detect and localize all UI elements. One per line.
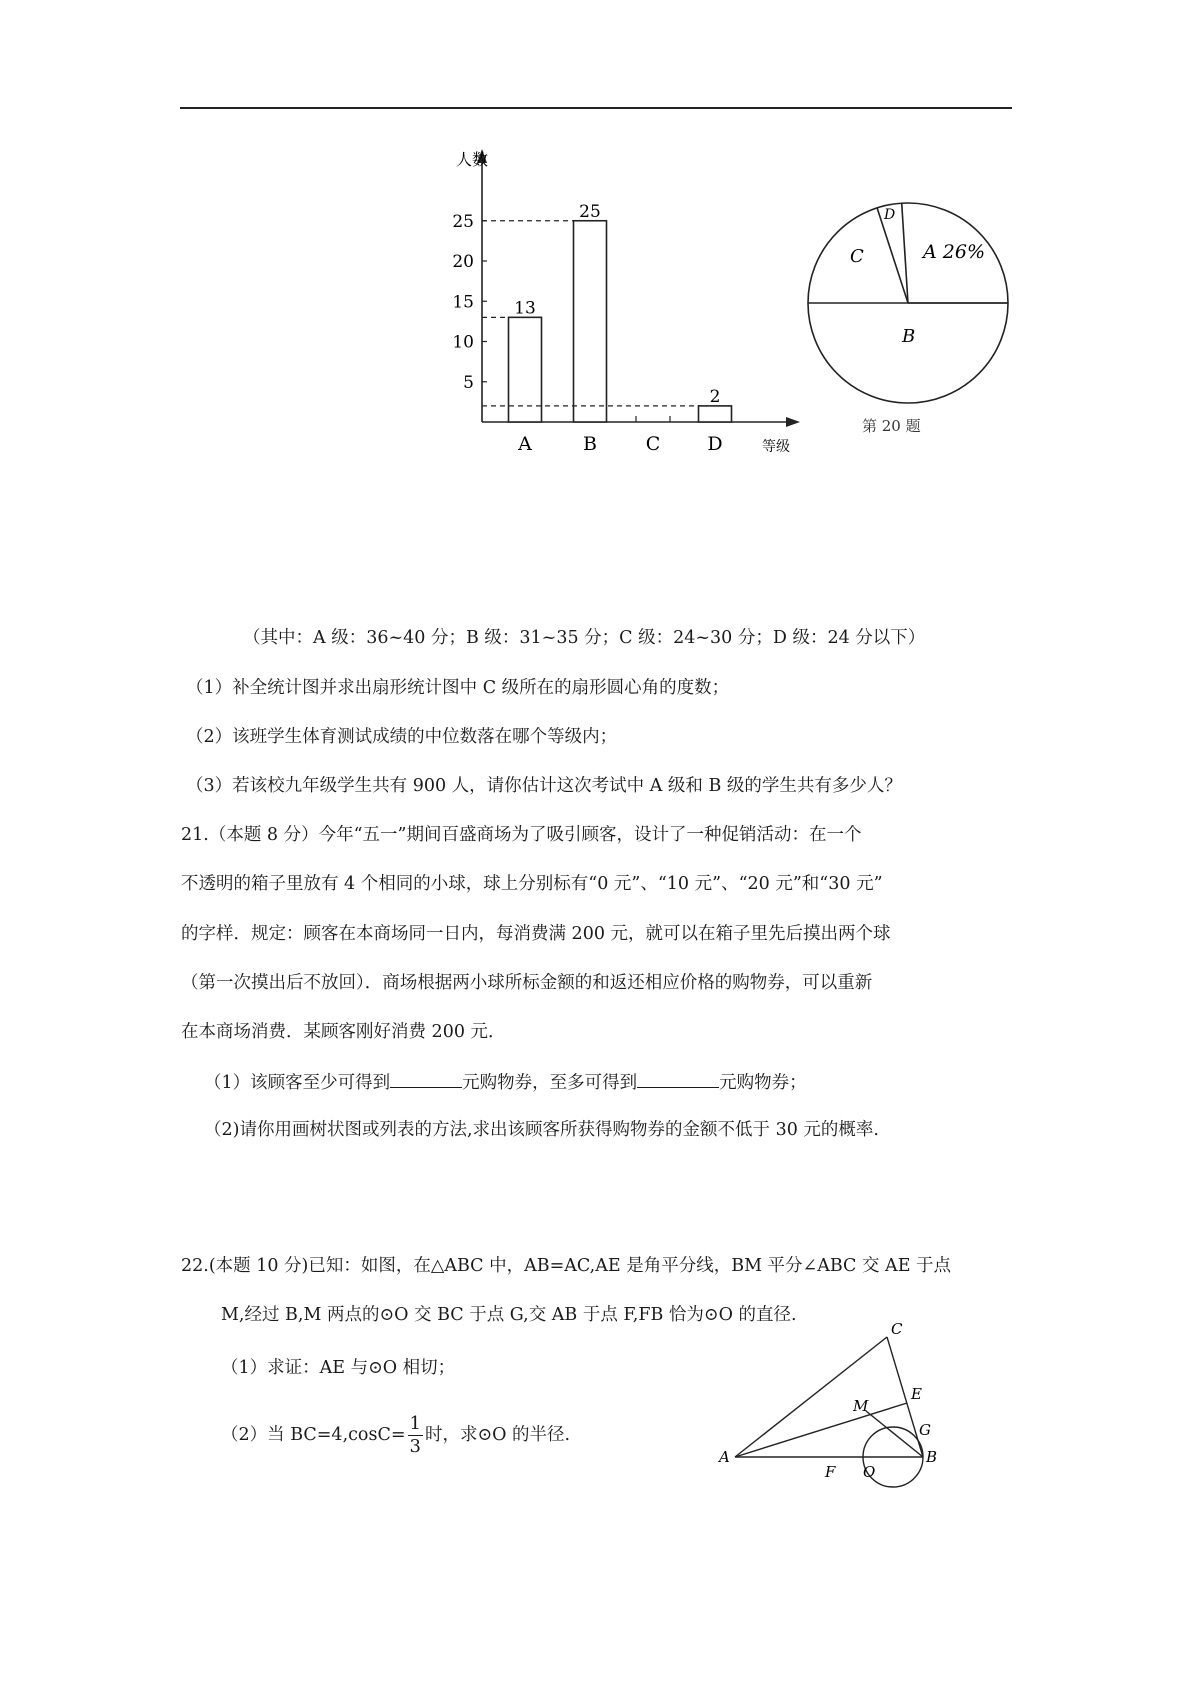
- q21-line4: （第一次摸出后不放回）．商场根据两小球所标金额的和返还相应价格的购物券，可以重新: [181, 973, 873, 993]
- pie-label-d: D: [884, 207, 896, 223]
- q20-sub3: （3）若该校九年级学生共有 900 人，请你估计这次考试中 A 级和 B 级的学生共有多少人？: [186, 776, 902, 796]
- q21-line2: 不透明的箱子里放有 4 个相同的小球，球上分别标有“0 元”、“10 元”、“20 元”和“30 元”: [181, 874, 883, 894]
- q22-sub2: [221, 1410, 570, 1460]
- point-label-f: F: [825, 1463, 836, 1481]
- bar-chart-marks: [482, 202, 732, 455]
- q21-line5: 在本商场消费．某顾客刚好消费 200 元．: [181, 1022, 506, 1042]
- bar-chart-xlabel: 等级: [762, 439, 790, 455]
- q20-sub2: （2）该班学生体育测试成绩的中位数落在哪个等级内；: [186, 727, 618, 747]
- q22-sub2-text-b: 时，求⊙O 的半径.: [424, 1425, 571, 1445]
- header-rule: [180, 107, 1012, 109]
- point-label-o: O: [863, 1463, 876, 1481]
- q20-note: （其中：A 级：36~40 分；B 级：31~35 分；C 级：24~30 分；D 级：24 分以下）: [243, 628, 926, 648]
- answer-blank-max[interactable]: [637, 1069, 719, 1088]
- y-tick-label: 5: [463, 372, 474, 393]
- q22-sub1: （1）求证：AE 与⊙O 相切；: [221, 1358, 456, 1378]
- q21-sub1-text-c: 元购物券；: [719, 1073, 807, 1093]
- geometry-figure: [715, 1315, 955, 1515]
- q21-line1: 21.（本题 8 分）今年“五一”期间百盛商场为了吸引顾客，设计了一种促销活动：在一个: [181, 825, 862, 845]
- fraction-denominator: 3: [409, 1436, 421, 1457]
- bar-data-label: 2: [709, 386, 721, 407]
- q21-line3: 的字样．规定：顾客在本商场同一日内，每消费满 200 元，就可以在箱子里先后摸出两个球: [181, 924, 891, 944]
- q22-line1: 22.(本题 10 分)已知：如图，在△ABC 中，AB=AC,AE 是角平分线，BM 平分∠ABC 交 AE 于点: [181, 1256, 952, 1276]
- point-label-b: B: [926, 1448, 938, 1466]
- point-label-c: C: [891, 1320, 903, 1338]
- fraction-numerator: 1: [409, 1413, 421, 1434]
- q22-sub2-text-a: （2）当 BC=4,cosC=: [221, 1425, 406, 1445]
- bar-b: [574, 221, 607, 422]
- pie-label-a: A 26%: [923, 241, 985, 263]
- point-label-a: A: [719, 1448, 730, 1466]
- bar-chart: [440, 145, 820, 465]
- q22-line2: M,经过 B,M 两点的⊙O 交 BC 于点 G,交 AB 于点 F,FB 恰为⊙O 的直径.: [221, 1305, 797, 1325]
- y-tick-label: 25: [452, 211, 474, 232]
- q21-sub1: [204, 1069, 807, 1095]
- pie-label-c: C: [850, 246, 864, 267]
- q21-sub1-text-a: （1）该顾客至少可得到: [204, 1073, 391, 1093]
- bar-chart-ylabel: 人数: [456, 150, 489, 169]
- x-tick-label: C: [645, 433, 661, 455]
- x-tick-label: B: [583, 433, 597, 455]
- y-tick-label: 15: [452, 292, 474, 313]
- bar-chart-axes: [452, 149, 800, 427]
- q21-sub2: （2)请你用画树状图或列表的方法,求出该顾客所获得购物券的金额不低于 30 元的概率.: [204, 1120, 879, 1140]
- y-tick-label: 10: [452, 332, 474, 353]
- q21-sub1-text-b: 元购物券，至多可得到: [462, 1073, 638, 1093]
- point-label-g: G: [919, 1421, 931, 1439]
- bar-data-label: 25: [579, 201, 601, 222]
- figure-caption: 第 20 题: [862, 417, 921, 435]
- x-tick-label: A: [518, 433, 532, 455]
- q20-sub1: （1）补全统计图并求出扇形统计图中 C 级所在的扇形圆心角的度数；: [186, 678, 730, 698]
- x-tick-label: D: [707, 433, 723, 455]
- bar-data-label: 13: [514, 298, 536, 319]
- y-tick-label: 20: [452, 252, 474, 272]
- bar-d: [699, 406, 732, 422]
- answer-blank-min[interactable]: [390, 1069, 462, 1088]
- fraction-one-third: [408, 1413, 423, 1458]
- pie-label-b: B: [902, 326, 916, 347]
- point-label-e: E: [911, 1385, 922, 1403]
- pie-chart: [795, 190, 1025, 420]
- point-label-m: M: [853, 1397, 869, 1415]
